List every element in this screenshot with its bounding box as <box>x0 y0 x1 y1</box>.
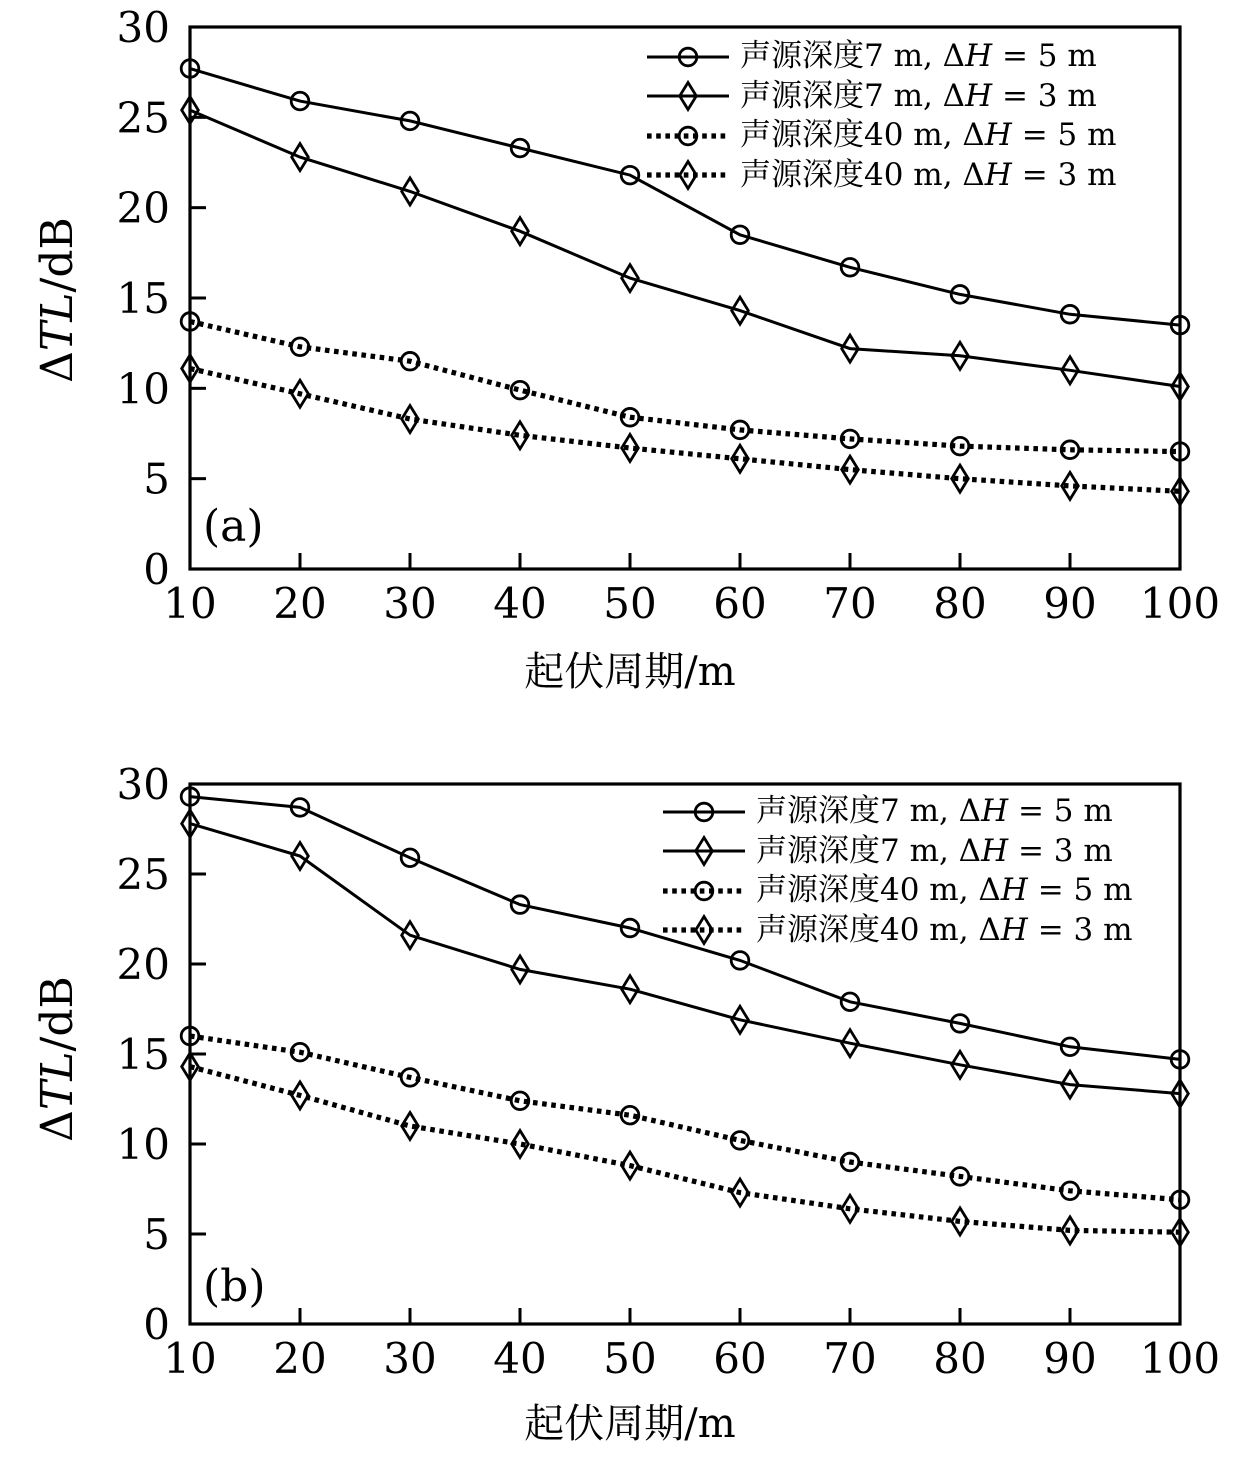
x-tick-label: 30 <box>383 579 437 628</box>
y-axis-label-unit: /dB <box>32 217 83 293</box>
y-axis-label-var: TL <box>32 1051 83 1111</box>
legend-item <box>646 116 1117 156</box>
x-tick-label: 40 <box>493 1334 547 1383</box>
legend-item <box>646 37 1117 77</box>
y-tick-label: 15 <box>116 274 170 323</box>
x-tick-label: 90 <box>1043 579 1097 628</box>
x-tick-label: 20 <box>273 579 327 628</box>
y-tick-label: 30 <box>116 760 170 809</box>
legend-label: 声源深度40 m, ΔH = 3 m <box>756 911 1133 948</box>
chart-panel-b <box>0 757 1260 1465</box>
x-tick-label: 40 <box>493 579 547 628</box>
y-tick-label: 0 <box>143 545 170 594</box>
y-tick-label: 25 <box>116 93 170 143</box>
x-tick-label: 50 <box>603 579 657 628</box>
x-tick-label: 50 <box>603 1334 657 1383</box>
x-tick-label: 10 <box>163 579 217 628</box>
legend-label: 声源深度7 m, ΔH = 3 m <box>740 77 1097 114</box>
x-tick-label: 70 <box>823 579 877 628</box>
series-line-dotted-circle <box>190 322 1180 452</box>
series-line-dotted-circle <box>190 1036 1180 1200</box>
legend-item <box>662 871 1133 911</box>
x-axis-label: 起伏周期/m <box>524 649 736 695</box>
y-tick-label: 5 <box>143 1210 170 1259</box>
y-axis-label-delta: Δ <box>32 351 83 383</box>
y-axis-label-unit: /dB <box>32 976 83 1052</box>
y-axis-label-delta: Δ <box>32 1110 83 1142</box>
y-tick-label: 10 <box>116 1120 170 1169</box>
legend-label: 声源深度40 m, ΔH = 5 m <box>740 117 1117 154</box>
x-tick-label: 60 <box>713 1334 767 1383</box>
legend-label: 声源深度40 m, ΔH = 5 m <box>756 872 1133 909</box>
x-tick-label: 70 <box>823 1334 877 1383</box>
x-tick-label: 20 <box>273 1334 327 1383</box>
legend-sample-solid-diamond <box>662 834 746 868</box>
x-tick-label: 30 <box>383 1334 437 1383</box>
legend-sample-solid-circle <box>646 40 730 74</box>
x-tick-label: 80 <box>933 579 987 628</box>
y-tick-label: 25 <box>116 850 170 899</box>
panel-label-a: (a) <box>203 501 264 552</box>
x-tick-label: 100 <box>1139 1334 1221 1383</box>
x-tick-label: 90 <box>1043 1334 1097 1383</box>
y-tick-label: 30 <box>116 3 170 52</box>
y-tick-label: 20 <box>116 940 170 989</box>
y-tick-label: 5 <box>143 454 170 504</box>
x-tick-label: 10 <box>163 1334 217 1383</box>
legend-label: 声源深度7 m, ΔH = 3 m <box>756 832 1113 869</box>
y-tick-label: 0 <box>143 1300 170 1349</box>
x-tick-label: 100 <box>1139 579 1221 628</box>
legend-sample-dotted-diamond <box>662 913 746 947</box>
legend-sample-dotted-circle <box>662 874 746 908</box>
y-axis-label-var: TL <box>32 292 83 352</box>
legend-item <box>646 156 1117 196</box>
legend-item <box>662 832 1133 872</box>
y-tick-label: 15 <box>116 1030 170 1079</box>
x-tick-label: 60 <box>713 579 767 628</box>
legend <box>662 792 1133 950</box>
legend-sample-dotted-circle <box>646 119 730 153</box>
legend-sample-solid-circle <box>662 795 746 829</box>
panel-label-b: (b) <box>203 1261 266 1312</box>
y-tick-label: 10 <box>116 364 170 414</box>
legend-label: 声源深度7 m, ΔH = 5 m <box>740 38 1097 75</box>
legend-label: 声源深度40 m, ΔH = 3 m <box>740 156 1117 193</box>
legend-sample-solid-diamond <box>646 79 730 113</box>
x-axis-label: 起伏周期/m <box>524 1401 736 1447</box>
y-axis-label <box>28 759 88 1359</box>
legend-label: 声源深度7 m, ΔH = 5 m <box>756 793 1113 830</box>
legend-sample-dotted-diamond <box>646 158 730 192</box>
legend-item <box>662 792 1133 832</box>
legend-item <box>662 911 1133 951</box>
legend <box>646 37 1117 195</box>
x-tick-label: 80 <box>933 1334 987 1383</box>
series-line-dotted-diamond <box>190 369 1180 492</box>
legend-item <box>646 77 1117 117</box>
y-axis-label <box>28 0 88 600</box>
y-tick-label: 20 <box>116 183 170 233</box>
series-line-dotted-diamond <box>190 1067 1180 1233</box>
